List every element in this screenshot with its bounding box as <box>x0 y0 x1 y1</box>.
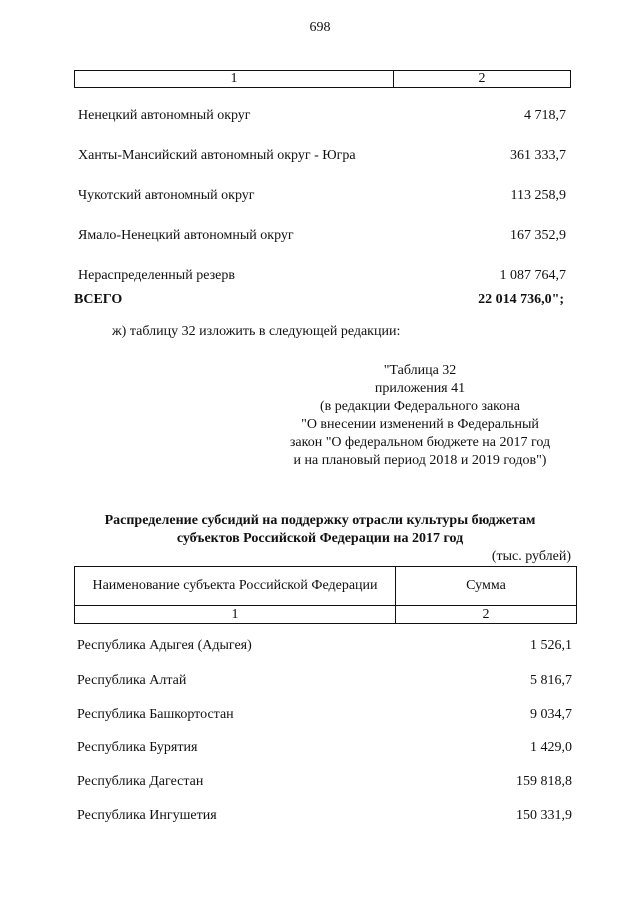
region-name: Республика Адыгея (Адыгея) <box>77 638 252 653</box>
column-number-2: 2 <box>394 71 571 88</box>
table-caption-note <box>270 362 570 470</box>
header-region-name: Наименование субъекта Российской Федерации <box>75 567 396 606</box>
column-number-1: 1 <box>75 71 394 88</box>
region-name: Ханты-Мансийский автономный округ - Югра <box>78 148 356 163</box>
region-amount: 4 718,7 <box>524 108 566 123</box>
region-amount: 361 333,7 <box>510 148 566 163</box>
region-amount: 150 331,9 <box>516 808 572 823</box>
note-line: (в редакции Федерального закона <box>320 399 520 414</box>
section-title-line: субъектов Российской Федерации на 2017 год <box>176 531 464 546</box>
region-name: Чукотский автономный округ <box>78 188 255 203</box>
region-name: Республика Бурятия <box>77 740 198 755</box>
total-amount: 22 014 736,0"; <box>478 292 564 307</box>
note-line: приложения 41 <box>374 381 466 396</box>
region-amount: 5 816,7 <box>530 673 572 688</box>
subsidy-table-header <box>74 566 577 624</box>
header-amount: Сумма <box>396 567 577 606</box>
amendment-instruction: ж) таблицу 32 изложить в следующей редакции: <box>112 324 401 339</box>
total-label: ВСЕГО <box>74 292 123 307</box>
region-name: Республика Ингушетия <box>77 808 217 823</box>
units-label: (тыс. рублей) <box>491 549 571 564</box>
region-name: Республика Дагестан <box>77 774 204 789</box>
continuation-table-header <box>74 70 571 88</box>
note-line: "Таблица 32 <box>383 363 457 378</box>
region-amount: 1 087 764,7 <box>499 268 566 283</box>
region-name: Республика Алтай <box>77 673 187 688</box>
region-amount: 1 526,1 <box>530 638 572 653</box>
region-amount: 159 818,8 <box>516 774 572 789</box>
section-title-line: Распределение субсидий на поддержку отрасли культуры бюджетам <box>104 513 536 528</box>
note-line: закон "О федеральном бюджете на 2017 год <box>289 435 551 450</box>
region-amount: 113 258,9 <box>510 188 566 203</box>
region-amount: 1 429,0 <box>530 740 572 755</box>
region-name: Республика Башкортостан <box>77 707 234 722</box>
region-name: Ненецкий автономный округ <box>78 108 251 123</box>
section-title <box>60 512 580 548</box>
region-name: Ямало-Ненецкий автономный округ <box>78 228 294 243</box>
note-line: "О внесении изменений в Федеральный <box>301 417 539 432</box>
region-amount: 9 034,7 <box>530 707 572 722</box>
column-number-1: 1 <box>75 606 396 624</box>
column-number-2: 2 <box>396 606 577 624</box>
region-name: Нераспределенный резерв <box>78 268 235 283</box>
region-amount: 167 352,9 <box>510 228 566 243</box>
note-line: и на плановый период 2018 и 2019 годов") <box>293 453 547 468</box>
page-number: 698 <box>309 20 331 35</box>
